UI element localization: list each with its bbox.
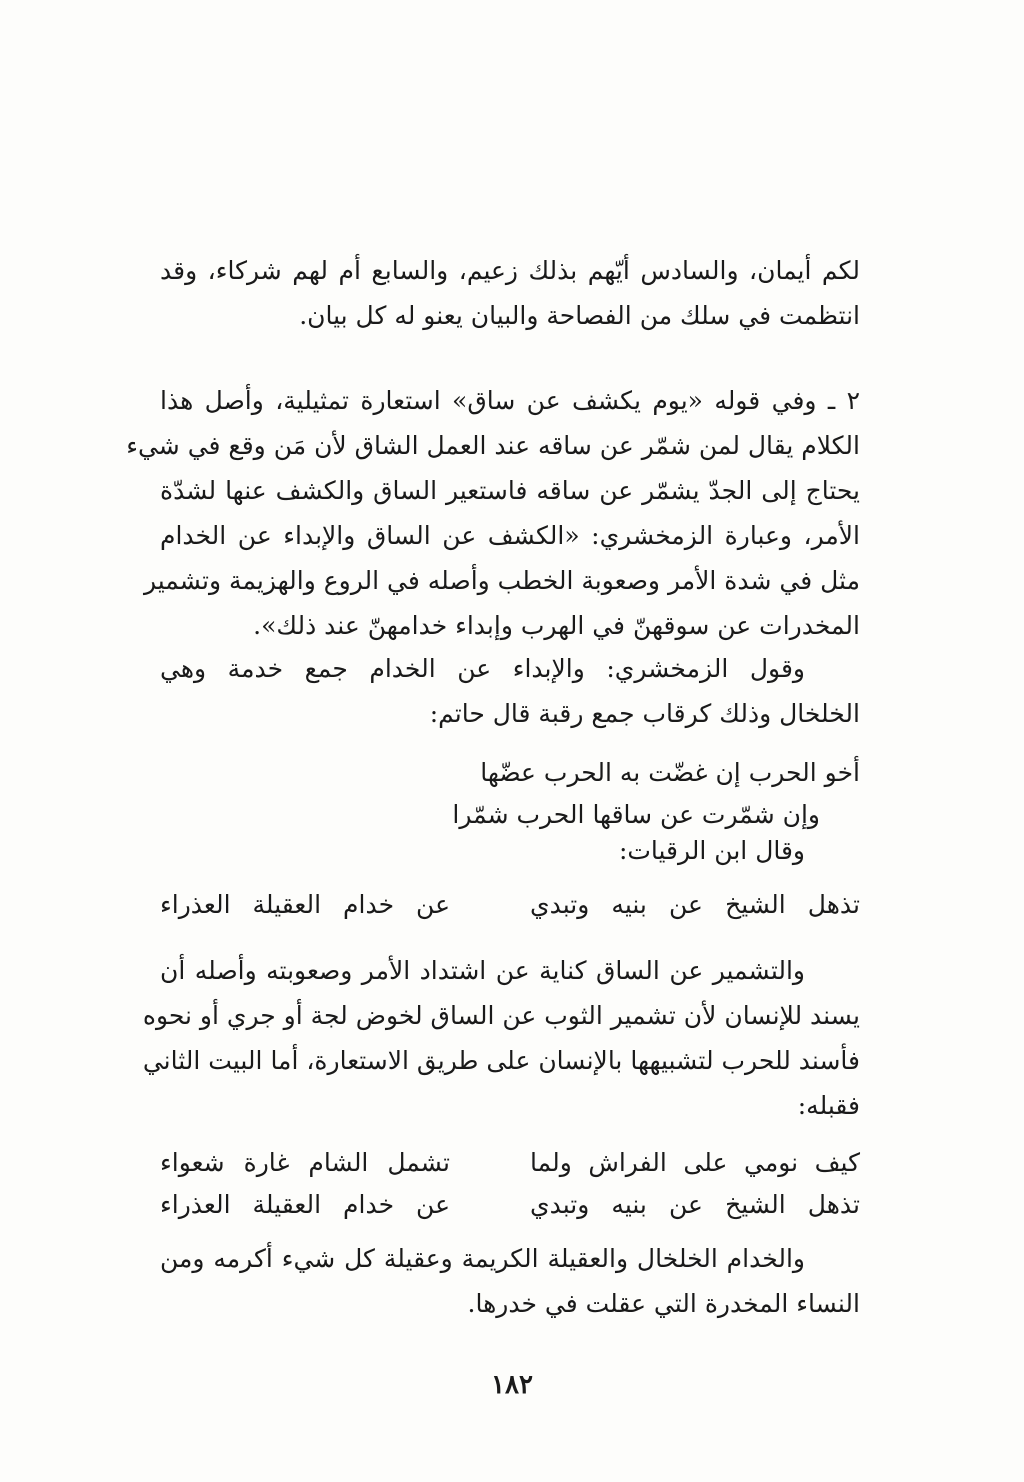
text-line: فقبله: — [797, 1091, 860, 1120]
text-line: الخلخال وذلك كرقاب جمع رقبة قال حاتم: — [429, 699, 860, 728]
verse-hemistich-left: عن خدام العقيلة العذراء — [160, 1190, 450, 1219]
paragraph-3 — [160, 646, 860, 736]
text-line: الكلام يقال لمن شمّر عن ساقه عند العمل الشاق لأن مَن وقع في شيء — [126, 431, 860, 460]
paragraph-5 — [142, 948, 860, 1128]
verse-hemistich-right: تذهل الشيخ عن بنيه وتبدي — [530, 890, 860, 919]
paragraph-1 — [160, 248, 860, 338]
paragraph-4 — [160, 828, 860, 873]
text-line: فأسند للحرب لتشبيهها بالإنسان على طريق الاستعارة، أما البيت الثاني — [142, 1046, 860, 1075]
verse-1 — [160, 752, 860, 836]
text-line: انتظمت في سلك من الفصاحة والبيان يعنو له كل بيان. — [299, 301, 860, 330]
text-line: وقول الزمخشري: والإبداء عن الخدام جمع خدمة وهي — [160, 654, 805, 683]
text-line: يحتاج إلى الجدّ يشمّر عن ساقه فاستعير الساق والكشف عنها لشدّة — [160, 476, 860, 505]
text-line: والخدام الخلخال والعقيلة الكريمة وعقيلة كل شيء أكرمه ومن — [160, 1244, 805, 1273]
verse-hemistich-left: تشمل الشام غارة شعواء — [160, 1148, 450, 1177]
text-line: الأمر، وعبارة الزمخشري: «الكشف عن الساق والإبداء عن الخدام — [160, 521, 860, 550]
text-line: لكم أيمان، والسادس أيّهم بذلك زعيم، والسابع أم لهم شركاء، وقد — [160, 256, 860, 285]
verse-3 — [160, 1142, 860, 1226]
paragraph-2 — [126, 378, 860, 648]
text-line: يسند للإنسان لأن تشمير الثوب عن الساق لخوض لجة أو جري أو نحوه — [142, 1001, 860, 1030]
verse-line: وإن شمّرت عن ساقها الحرب شمّرا — [452, 800, 820, 829]
text-line: وقال ابن الرقيات: — [618, 836, 805, 865]
verse-hemistich-right: تذهل الشيخ عن بنيه وتبدي — [530, 1190, 860, 1219]
text-line: النساء المخدرة التي عقلت في خدرها. — [467, 1289, 860, 1318]
page-number: ١٨٢ — [491, 1370, 533, 1400]
text-line: مثل في شدة الأمر وصعوبة الخطب وأصله في الروع والهزيمة وتشمير — [143, 566, 860, 595]
verse-hemistich-right: كيف نومي على الفراش ولما — [530, 1148, 860, 1177]
text-line: المخدرات عن سوقهنّ في الهرب وإبداء خدامهنّ عند ذلك». — [253, 611, 860, 640]
verse-line: أخو الحرب إن غضّت به الحرب عضّها — [480, 758, 860, 787]
verse-hemistich-left: عن خدام العقيلة العذراء — [160, 890, 450, 919]
text-line: ٢ ـ وفي قوله «يوم يكشف عن ساق» استعارة تمثيلية، وأصل هذا — [160, 386, 860, 415]
verse-2 — [160, 884, 860, 926]
text-line: والتشمير عن الساق كناية عن اشتداد الأمر وصعوبته وأصله أن — [160, 956, 805, 985]
paragraph-6 — [160, 1236, 860, 1326]
